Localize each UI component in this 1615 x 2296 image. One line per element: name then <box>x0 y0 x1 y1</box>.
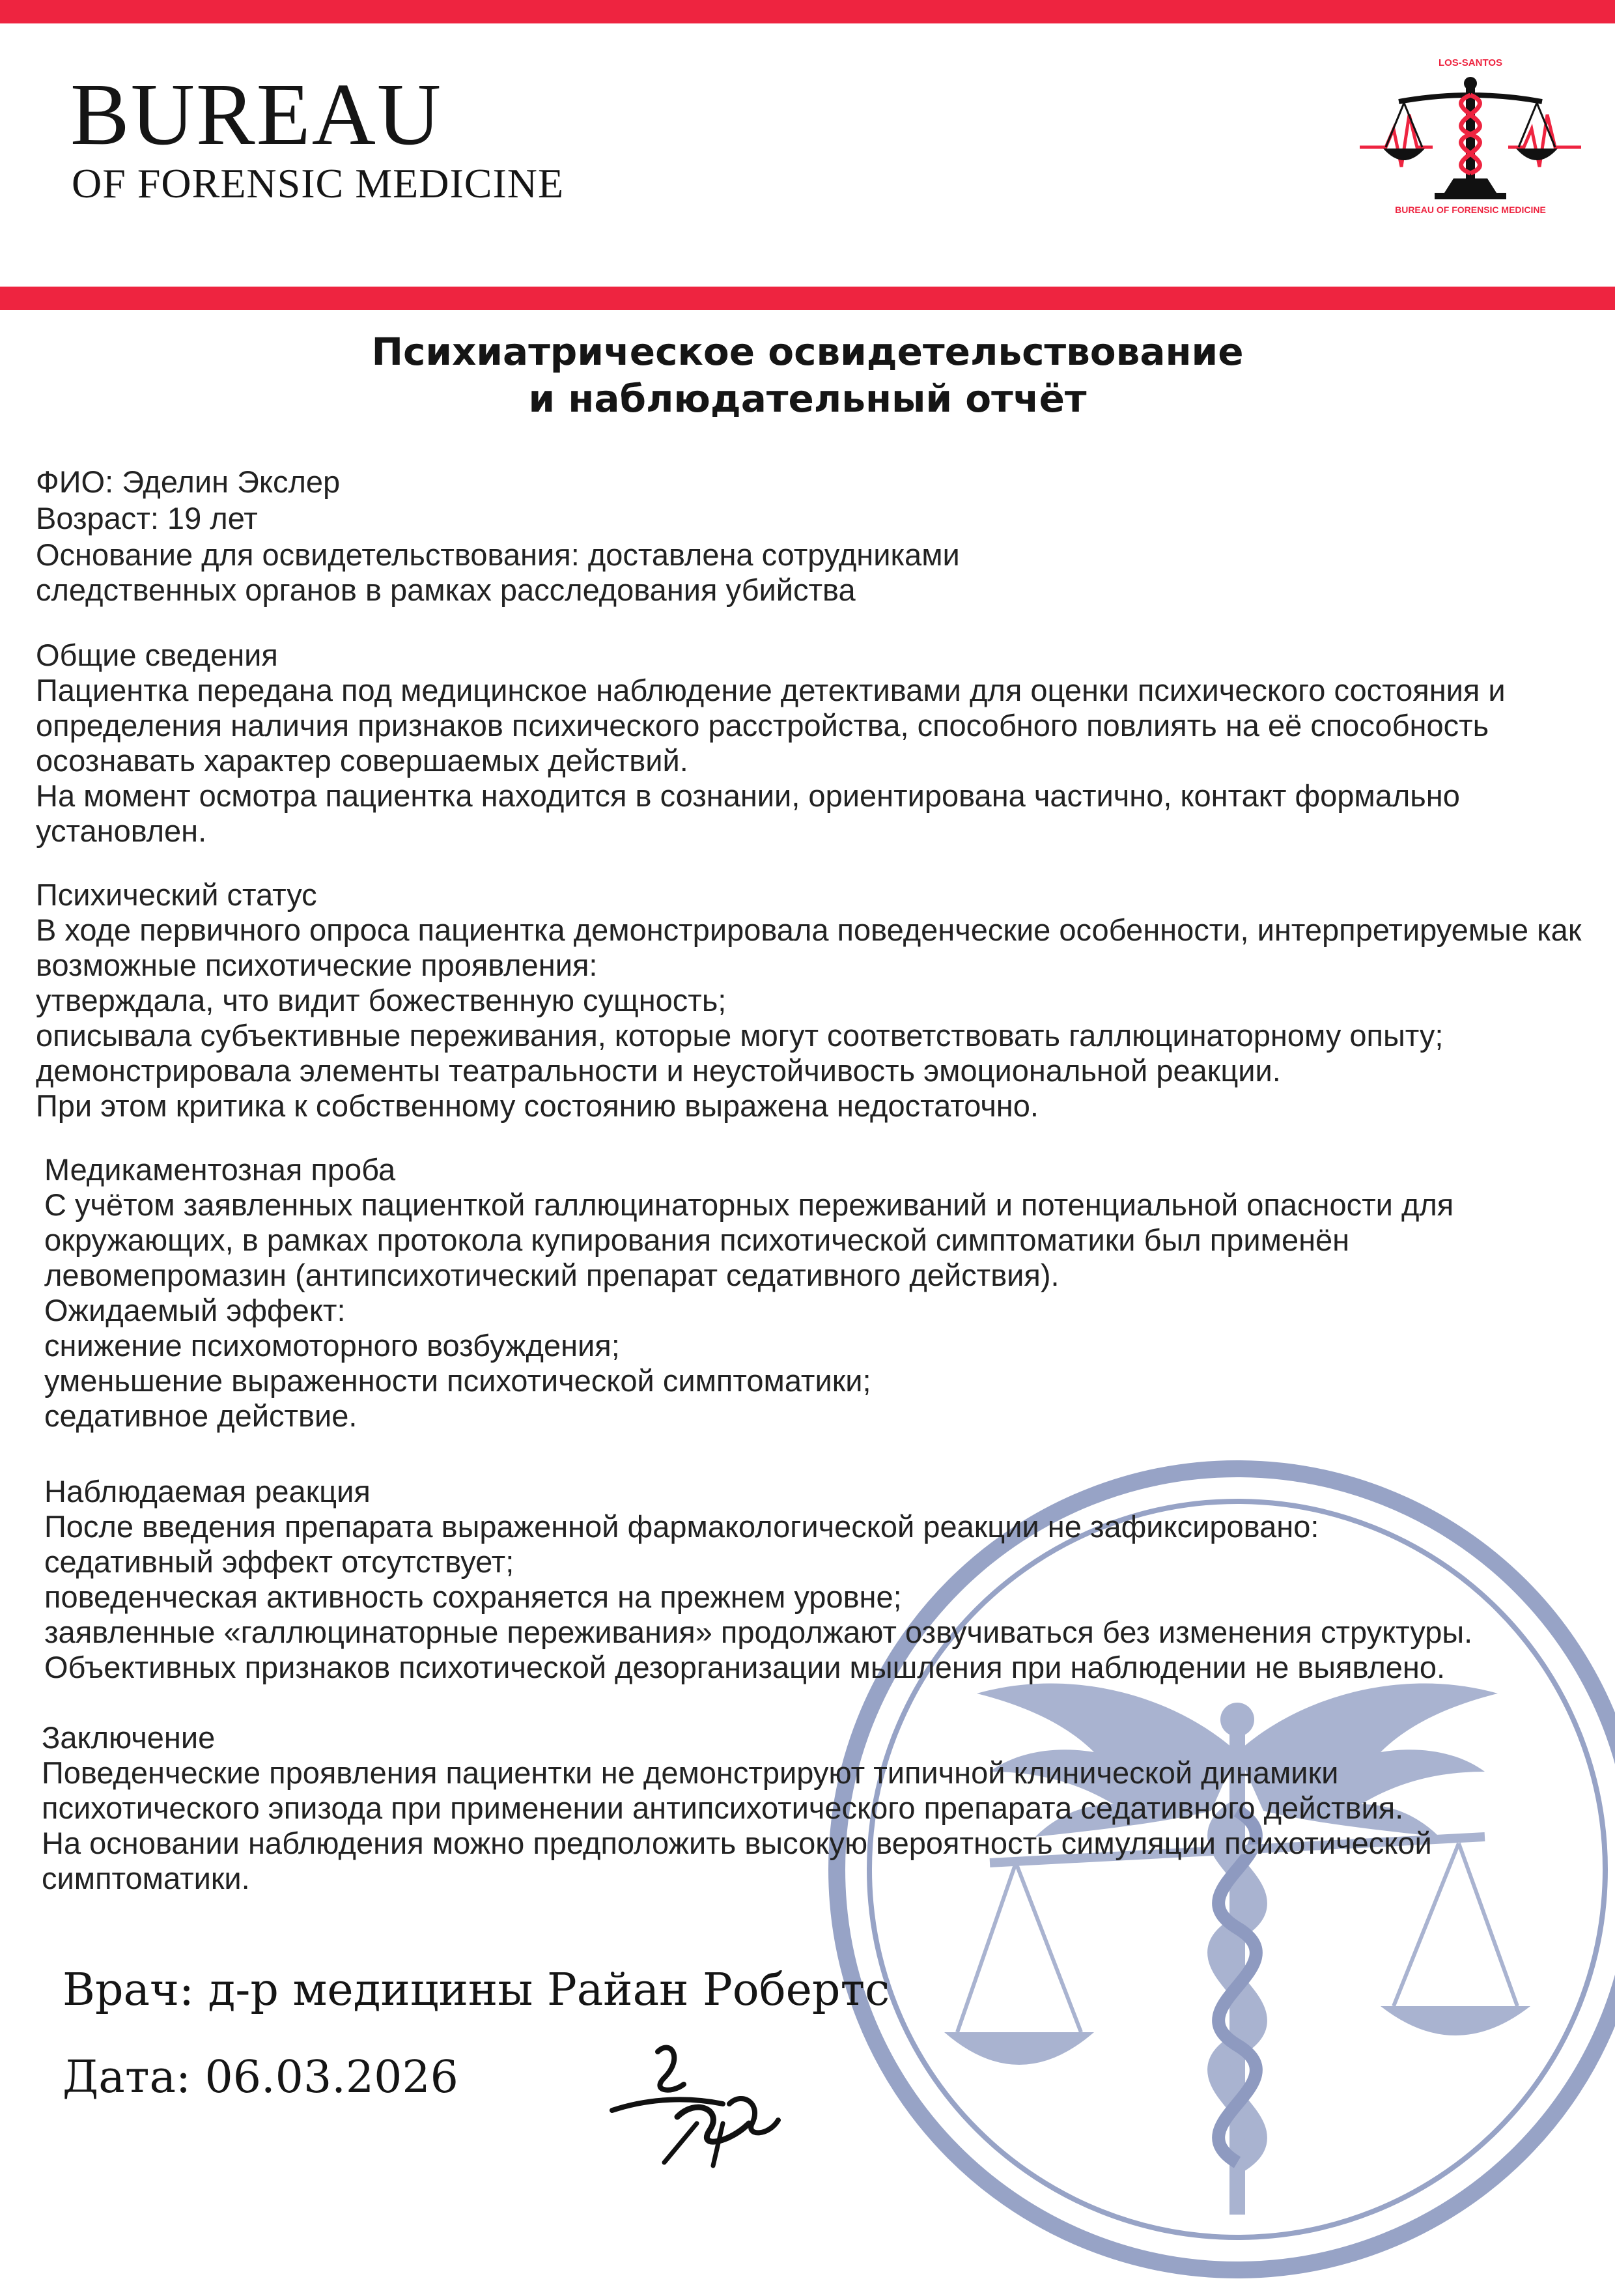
reaction-line: седативный эффект отсутствует; <box>44 1544 514 1579</box>
title-line-2: и наблюдательный отчёт <box>528 376 1087 421</box>
patient-age: Возраст: 19 лет <box>36 501 258 535</box>
logo-bottom-label: BUREAU OF FORENSIC MEDICINE <box>1395 205 1546 215</box>
conclusion-line: симптоматики. <box>42 1861 250 1895</box>
caduceus-scales-seal-icon <box>821 1446 1615 2293</box>
reaction-line: поведенческая активность сохраняется на прежнем уровне; <box>44 1580 902 1614</box>
patient-name: ФИО: Эделин Экслер <box>36 464 341 499</box>
drug-test-line: седативное действие. <box>44 1398 358 1433</box>
doctor-signature <box>599 2032 794 2169</box>
logo-top-label: LOS-SANTOS <box>1438 57 1503 68</box>
section-heading-conclusion: Заключение <box>42 1720 216 1755</box>
mental-status-line: В ходе первичного опроса пациентка демонстрировала поведенческие особенности, интерпретируемые как <box>36 913 1582 947</box>
date-line <box>63 2052 458 2103</box>
date-label: Дата: <box>63 2052 191 2103</box>
bureau-logo <box>1360 57 1581 227</box>
section-heading-mental-status: Психический статус <box>36 877 317 912</box>
drug-test-line: Ожидаемый эффект: <box>44 1293 346 1327</box>
general-line: установлен. <box>36 814 207 848</box>
drug-test-line: уменьшение выраженности психотической симптоматики; <box>44 1363 871 1398</box>
general-line: Пациентка передана под медицинское наблюдение детективами для оценки психического состояния и <box>36 673 1506 707</box>
mental-status-line: При этом критика к собственному состоянию выражена недостаточно. <box>36 1088 1039 1123</box>
bureau-seal-watermark <box>821 1446 1615 2293</box>
reaction-line: заявленные «галлюцинаторные переживания» продолжают озвучиваться без изменения структуры. <box>44 1615 1473 1649</box>
exam-reason-line-2: следственных органов в рамках расследования убийства <box>36 573 856 607</box>
brand-subtitle: OF FORENSIC MEDICINE <box>72 160 565 206</box>
mental-status-line: возможные психотические проявления: <box>36 948 598 982</box>
title-line-1: Психиатрическое освидетельствование <box>371 330 1244 374</box>
drug-test-line: левомепромазин (антипсихотический препарат седативного действия). <box>44 1258 1060 1292</box>
scales-caduceus-icon <box>1360 69 1581 206</box>
section-heading-reaction: Наблюдаемая реакция <box>44 1474 371 1509</box>
mental-status-line: описывала субъективные переживания, которые могут соответствовать галлюцинаторному опыту; <box>36 1018 1444 1053</box>
conclusion-line: психотического эпизода при применении антипсихотического препарата седативного действия. <box>42 1791 1404 1825</box>
section-heading-general: Общие сведения <box>36 638 278 672</box>
drug-test-line: окружающих, в рамках протокола купирования психотической симптоматики был применён <box>44 1223 1350 1257</box>
conclusion-line: Поведенческие проявления пациентки не демонстрируют типичной клинической динамики <box>42 1755 1339 1790</box>
general-line: На момент осмотра пациентка находится в сознании, ориентирована частично, контакт формально <box>36 778 1460 813</box>
conclusion-line: На основании наблюдения можно предположить высокую вероятность симуляции психотической <box>42 1826 1432 1860</box>
exam-reason-line-1: Основание для освидетельствования: доставлена сотрудниками <box>36 537 960 572</box>
drug-test-line: снижение психомоторного возбуждения; <box>44 1328 620 1363</box>
brand-title: BUREAU <box>70 66 443 163</box>
date-value: 06.03.2026 <box>204 2052 458 2103</box>
general-line: осознавать характер совершаемых действий. <box>36 743 688 778</box>
reaction-line: После введения препарата выраженной фармакологической реакции не зафиксировано: <box>44 1509 1319 1544</box>
mental-status-line: утверждала, что видит божественную сущность; <box>36 983 727 1017</box>
drug-test-line: С учётом заявленных пациенткой галлюцинаторных переживаний и потенциальной опасности для <box>44 1187 1454 1222</box>
document-title <box>0 328 1615 422</box>
doctor-name: Врач: д-р медицины Райан Робертс <box>63 1964 890 2016</box>
header-bottom-bar <box>0 287 1615 310</box>
reaction-line: Объективных признаков психотической дезорганизации мышления при наблюдении не выявлено. <box>44 1650 1446 1684</box>
header-top-bar <box>0 0 1615 23</box>
general-line: определения наличия признаков психического расстройства, способного повлиять на её способность <box>36 708 1489 743</box>
mental-status-line: демонстрировала элементы театральности и неустойчивость эмоциональной реакции. <box>36 1053 1281 1088</box>
section-heading-drug-test: Медикаментозная проба <box>44 1152 396 1187</box>
